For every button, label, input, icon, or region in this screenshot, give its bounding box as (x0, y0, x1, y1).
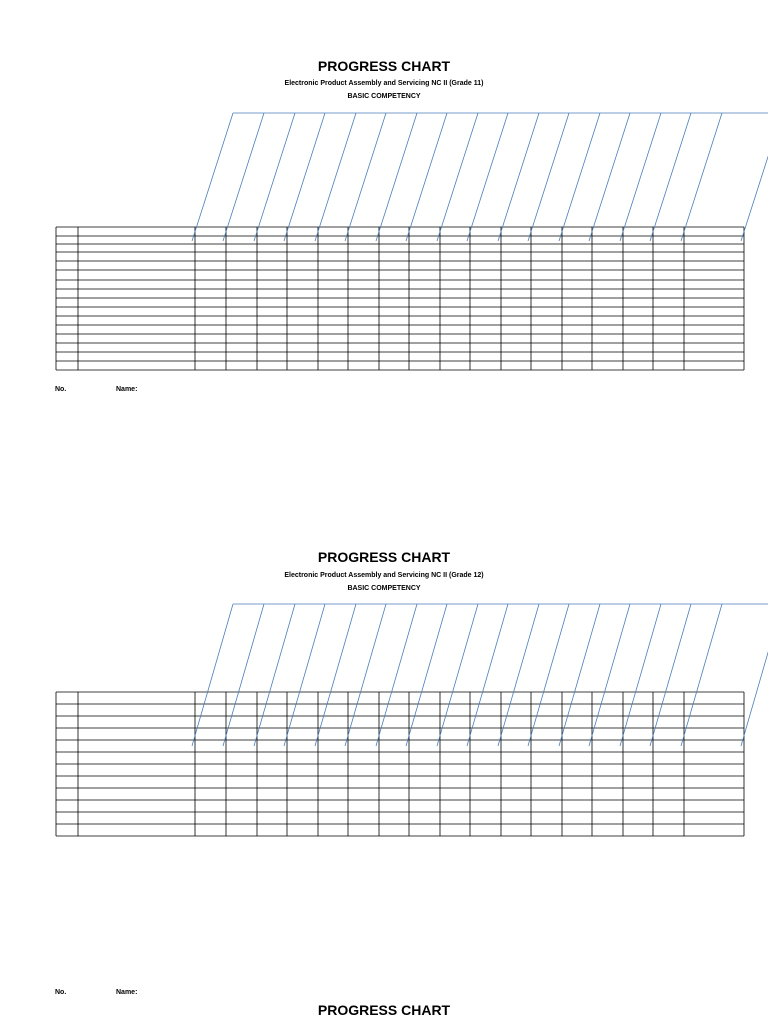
header-slant-line (254, 113, 295, 241)
header-slant-line (681, 604, 722, 746)
header-slant-line (650, 604, 691, 746)
header-slant-line (437, 113, 478, 241)
page-title: PROGRESS CHART (317, 549, 451, 565)
competency-label: BASIC COMPETENCY (347, 585, 421, 592)
header-slant-line (345, 113, 386, 241)
header-slant-line (620, 604, 661, 746)
page-title: PROGRESS CHART (317, 1002, 451, 1018)
header-slant-line (376, 604, 417, 746)
header-slant-line (192, 604, 233, 746)
header-slant-line (528, 604, 569, 746)
header-slant-line (498, 604, 539, 746)
number-label: No. (55, 386, 67, 393)
header-slant-line (254, 604, 295, 746)
header-slant-line (192, 113, 233, 241)
header-slant-line (406, 604, 447, 746)
header-slant-line (589, 113, 630, 241)
header-slant-line (284, 113, 325, 241)
progress-grid (0, 600, 768, 840)
header-slant-line (528, 113, 569, 241)
progress-grid (0, 110, 768, 375)
header-slant-line (406, 113, 447, 241)
header-slant-line (467, 113, 508, 241)
number-label: No. (55, 989, 67, 996)
course-subtitle: Electronic Product Assembly and Servicing NC II (Grade 12) (284, 572, 484, 579)
header-slant-line (345, 604, 386, 746)
name-label: Name: (116, 989, 138, 996)
course-subtitle: Electronic Product Assembly and Servicing NC II (Grade 11) (284, 80, 484, 87)
header-slant-line (223, 604, 264, 746)
header-slant-line (498, 113, 539, 241)
header-slant-line (741, 604, 768, 746)
header-slant-line (223, 113, 264, 241)
header-slant-line (620, 113, 661, 241)
header-slant-line (315, 113, 356, 241)
name-label: Name: (116, 386, 138, 393)
header-slant-line (315, 604, 356, 746)
header-slant-line (559, 604, 600, 746)
header-slant-line (376, 113, 417, 241)
header-slant-line (589, 604, 630, 746)
header-slant-line (650, 113, 691, 241)
header-slant-line (467, 604, 508, 746)
header-slant-line (741, 113, 768, 241)
page-title: PROGRESS CHART (317, 58, 451, 74)
competency-label: BASIC COMPETENCY (347, 93, 421, 100)
header-slant-line (681, 113, 722, 241)
header-slant-line (284, 604, 325, 746)
header-slant-line (559, 113, 600, 241)
header-slant-line (437, 604, 478, 746)
